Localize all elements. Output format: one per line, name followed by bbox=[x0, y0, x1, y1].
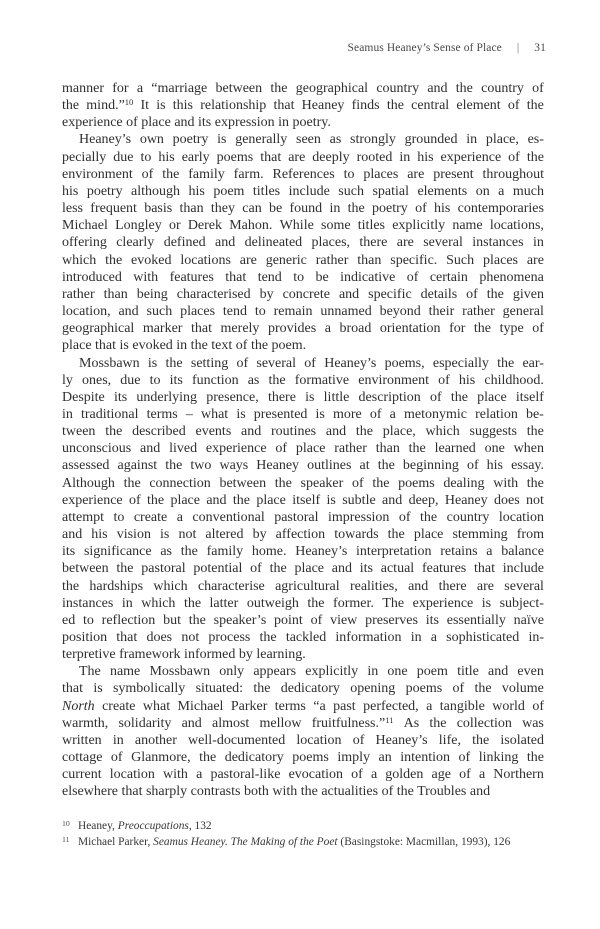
footnote bbox=[62, 818, 544, 834]
text-line: ed to reflection but the speaker’s point of view preserves its essentially naïve bbox=[62, 612, 544, 628]
footnote-reference: 10 bbox=[124, 97, 134, 108]
text-line: less frequent basis than they can be found in the poetry of his contemporaries bbox=[62, 201, 544, 217]
text-line: attempt to create a conventional pastoral impression of the country location bbox=[62, 509, 544, 525]
italic-text: North bbox=[62, 698, 95, 714]
text-line: experience of place and its expression in poetry. bbox=[62, 115, 331, 131]
text-line: warmth, solidarity and almost mellow fruitfulness.”$^{11}$ As the collection was bbox=[62, 714, 544, 731]
text-line: tween the described events and routines and the place, which suggests the bbox=[62, 424, 544, 440]
footnote-reference: 11 bbox=[385, 714, 394, 725]
footnotes bbox=[62, 818, 544, 850]
footnote bbox=[62, 834, 544, 850]
text-line: terpretive framework informed by learning. bbox=[62, 647, 306, 663]
text-line: the hardships which characterise agricultural realities, and there are several bbox=[62, 578, 544, 594]
footnote-text: Michael Parker, Seamus Heaney. The Making of the Poet (Basingstoke: Macmillan, 1993), 126 bbox=[78, 836, 511, 848]
text-line: between the pastoral potential of the place and its actual features that include bbox=[62, 561, 544, 577]
text-line: elsewhere that sharply contrasts both with the actualities of the Troubles and bbox=[62, 784, 491, 800]
text-line: cottage of Glanmore, the dedicatory poems imply an intention of linking the bbox=[62, 750, 544, 766]
paragraph bbox=[62, 80, 544, 131]
text-line: assessed against the two ways Heaney outlines at the beginning of his essay. bbox=[62, 458, 544, 474]
text-line: environment of the family farm. References to places are present throughout bbox=[62, 166, 544, 182]
text-line: that is symbolically situated: the dedicatory opening poems of the volume bbox=[62, 681, 544, 697]
italic-text: Preoccupations bbox=[117, 820, 189, 832]
text-line: Heaney’s own poetry is generally seen as strongly grounded in place, es- bbox=[79, 132, 544, 148]
text-line: rather than being characterised by concrete and specific details of the given bbox=[62, 286, 544, 302]
paragraph bbox=[62, 355, 544, 664]
page-header bbox=[62, 41, 546, 55]
text-line: unconscious and lived experience of place rather than the learned one when bbox=[62, 441, 544, 457]
text-line: and his vision is not altered by affection towards the place stemming from bbox=[62, 527, 544, 543]
text-line: his poetry although his poem titles include such spatial elements on a much bbox=[62, 183, 544, 199]
text-line: written in another well-documented location of Heaney’s life, the isolated bbox=[62, 732, 544, 748]
running-title: Seamus Heaney’s Sense of Place bbox=[347, 42, 502, 54]
text-line: Despite its underlying presence, there is little description of the place itself bbox=[62, 389, 544, 405]
page-number: 31 bbox=[534, 42, 546, 54]
footnote-marker: 10 bbox=[62, 819, 70, 828]
header-divider: | bbox=[516, 42, 520, 54]
footnote-text: Heaney, Preoccupations, 132 bbox=[78, 820, 212, 832]
text-line: the mind.”$^{10}$ It is this relationship that Heaney finds the central element of the bbox=[62, 97, 544, 114]
text-line: which the evoked locations are generic rather than specific. Such places are bbox=[62, 252, 544, 268]
text-line: place that is evoked in the text of the poem. bbox=[62, 338, 307, 354]
text-line: Mossbawn is the setting of several of Heaney’s poems, especially the ear- bbox=[79, 355, 544, 371]
text-line: North create what Michael Parker terms “a past perfected, a tangible world of bbox=[62, 698, 544, 714]
text-line: geographical marker that merely provides a broad orientation for the type of bbox=[62, 321, 544, 337]
text-line: Michael Longley or Derek Mahon. While some titles explicitly name locations, bbox=[62, 218, 544, 234]
text-line: The name Mossbawn only appears explicitly in one poem title and even bbox=[79, 664, 544, 680]
text-line: pecially due to his early poems that are deeply rooted in his experience of the bbox=[62, 149, 544, 165]
text-line: Although the connection between the speaker of the poems dealing with the bbox=[62, 475, 544, 491]
text-line: instances in which the latter outweigh the former. The experience is subject- bbox=[62, 595, 544, 611]
italic-text: Seamus Heaney. The Making of the Poet bbox=[153, 836, 338, 848]
text-line: location, and such places tend to remain unnamed beyond their rather general bbox=[62, 304, 544, 320]
paragraph bbox=[62, 131, 544, 354]
footnote-marker: 11 bbox=[62, 835, 70, 844]
text-line: current location with a pastoral-like evocation of a golden age of a Northern bbox=[62, 767, 544, 783]
text-line: experience of the place and the place itself is subtle and deep, Heaney does not bbox=[62, 492, 544, 508]
text-line: in traditional terms – what is presented is more of a metonymic relation be- bbox=[62, 406, 544, 422]
text-line: introduced with features that tend to be indicative of certain phenomena bbox=[62, 269, 544, 285]
paragraph bbox=[62, 663, 544, 800]
text-line: ly ones, due to its function as the formative environment of his childhood. bbox=[62, 372, 544, 388]
text-line: position that does not process the tackled information in a sophisticated in- bbox=[62, 630, 544, 645]
text-line: manner for a “marriage between the geographical country and the country of bbox=[62, 81, 544, 96]
body-text bbox=[62, 80, 544, 801]
text-line: its significance as the family home. Heaney’s interpretation retains a balance bbox=[62, 544, 544, 560]
text-line: offering clearly defined and delineated places, there are several instances in bbox=[62, 235, 544, 251]
